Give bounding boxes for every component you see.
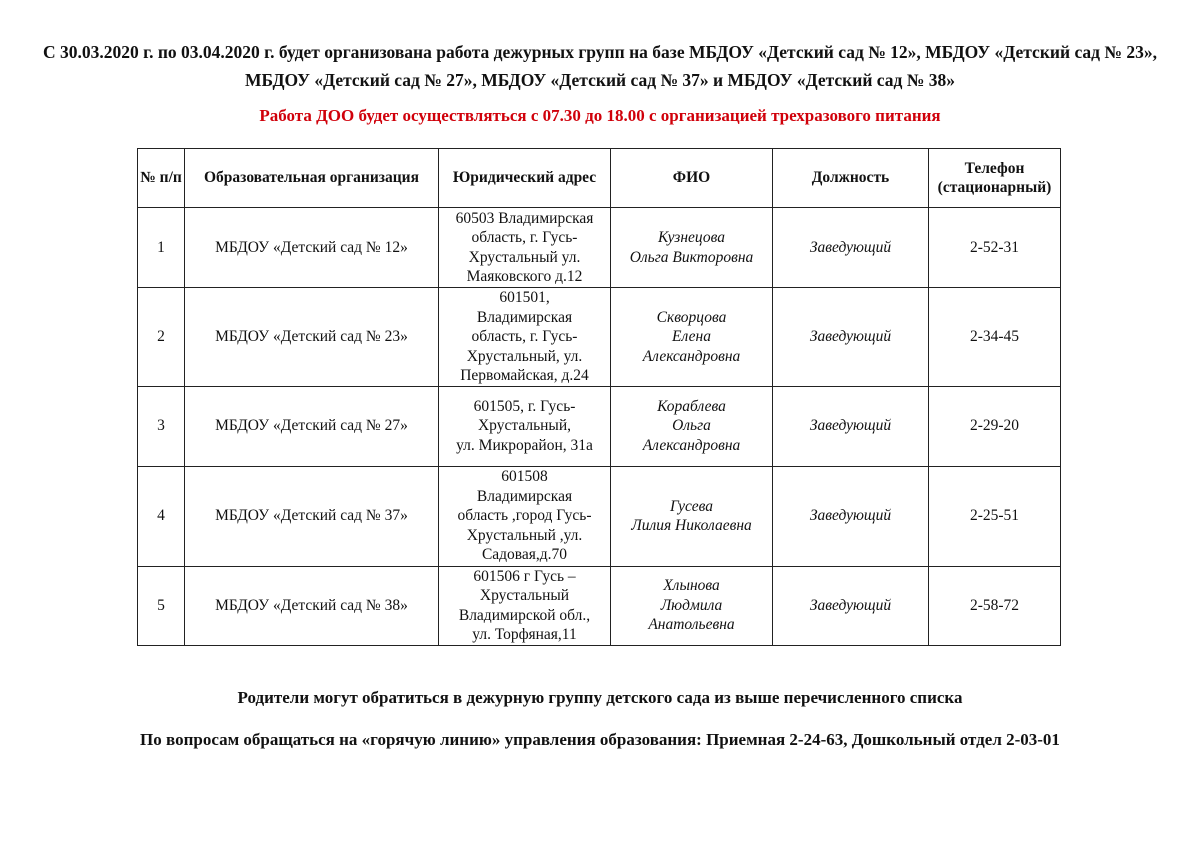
organization: МБДОУ «Детский сад № 27» [185,386,439,466]
header-name: ФИО [611,149,773,208]
address: 601501, Владимирская область, г. Гусь- Хрустальный, ул. Первомайская, д.24 [439,288,611,387]
organization: МБДОУ «Детский сад № 23» [185,288,439,387]
row-number: 2 [138,288,185,387]
header-address: Юридический адрес [439,149,611,208]
table-header-row [138,149,1061,208]
table-row [138,566,1061,645]
row-number: 1 [138,208,185,288]
position: Заведующий [773,208,929,288]
organization: МБДОУ «Детский сад № 12» [185,208,439,288]
table-row [138,466,1061,566]
footer-parents-note: Родители могут обратиться в дежурную группу детского сада из выше перечисленного списка [237,688,963,707]
phone: 2-29-20 [929,386,1061,466]
phone: 2-25-51 [929,466,1061,566]
address: 601506 г Гусь – Хрустальный Владимирской обл., ул. Торфяная,11 [439,566,611,645]
position: Заведующий [773,288,929,387]
header-position: Должность [773,149,929,208]
phone: 2-34-45 [929,288,1061,387]
table-row [138,208,1061,288]
working-hours-notice: Работа ДОО будет осуществляться с 07.30 до 18.00 с организацией трехразового питания [259,106,941,125]
row-number: 5 [138,566,185,645]
position: Заведующий [773,566,929,645]
organization: МБДОУ «Детский сад № 37» [185,466,439,566]
address: 601505, г. Гусь- Хрустальный, ул. Микрорайон, 31а [439,386,611,466]
director-name: Хлынова Людмила Анатольевна [611,566,773,645]
director-name: Кораблева Ольга Александровна [611,386,773,466]
position: Заведующий [773,466,929,566]
director-name: Гусева Лилия Николаевна [611,466,773,566]
position: Заведующий [773,386,929,466]
header-org: Образовательная организация [185,149,439,208]
table-row [138,288,1061,387]
row-number: 4 [138,466,185,566]
phone: 2-58-72 [929,566,1061,645]
header-num: № п/п [138,149,185,208]
table-row [138,386,1061,466]
director-name: Скворцова Елена Александровна [611,288,773,387]
director-name: Кузнецова Ольга Викторовна [611,208,773,288]
header-phone: Телефон (стационарный) [929,149,1061,208]
address: 60503 Владимирская область, г. Гусь- Хрустальный ул. Маяковского д.12 [439,208,611,288]
row-number: 3 [138,386,185,466]
document-title: С 30.03.2020 г. по 03.04.2020 г. будет организована работа дежурных групп на базе МБДОУ «Детский сад № 12», МБДОУ «Детский сад № 23», МБДОУ «Детский сад № 27», МБДОУ «Детский сад № 37» и МБДОУ «Детский сад № 38» [42,42,1157,90]
organization: МБДОУ «Детский сад № 38» [185,566,439,645]
kindergarten-table [137,148,1061,646]
phone: 2-52-31 [929,208,1061,288]
footer-hotline: По вопросам обращаться на «горячую линию» управления образования: Приемная 2-24-63, Дошкольный отдел 2-03-01 [140,730,1060,749]
address: 601508 Владимирская область ,город Гусь- Хрустальный ,ул. Садовая,д.70 [439,466,611,566]
